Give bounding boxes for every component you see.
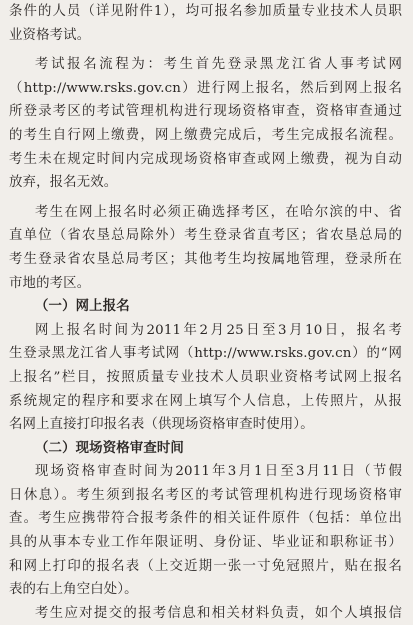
text-line: 的考生自行网上缴费，网上缴费完成后，考生完成报名流程。 <box>9 127 402 143</box>
text-line: 上报名”栏目，按照质量专业技术人员职业资格考试网上报名 <box>9 369 402 385</box>
text-line: （http://www.rsks.gov.cn）进行网上报名，然后到网上报名 <box>9 80 402 96</box>
text-line: 所登录考区的考试管理机构进行现场资格审查，资格审查通过 <box>9 104 402 120</box>
text-line: 市地的考区。 <box>9 275 91 291</box>
text-line: 考生登录省农垦总局考区；其他考生均按属地管理，登录所在 <box>9 251 402 267</box>
text-line: 现场资格审查时间为2011年3月1日至3月11日（节假 <box>35 464 402 480</box>
text-line: 直单位（省农垦总局除外）考生登录省直考区；省农垦总局的 <box>9 228 402 244</box>
text-line: 日休息）。考生须到报名考区的考试管理机构进行现场资格审 <box>9 487 402 503</box>
text-line: 和网上打印的报名表（上交近期一张一寸免冠照片，贴在报名 <box>9 558 402 574</box>
text-line: 放弃，报名无效。 <box>9 175 118 191</box>
text-line: 名网上直接打印报名表（供现场资格审查时使用）。 <box>9 417 314 433</box>
section-heading: （二）现场资格审查时间 <box>35 439 184 456</box>
text-line: 系统规定的程序和要求在网上填写个人信息，上传照片，从报 <box>9 393 402 409</box>
section-heading: （一）网上报名 <box>35 298 130 315</box>
text-line: 考试报名流程为：考生首先登录黑龙江省人事考试网 <box>35 57 402 73</box>
text-line: 条件的人员（详见附件1），均可报名参加质量专业技术人员职 <box>9 4 402 19</box>
text-line: 网上报名时间为2011年2月25日至3月10日，报名考 <box>35 322 402 338</box>
text-line: 查。考生应携带符合报考条件的相关证件原件（包括：单位出 <box>9 511 402 527</box>
text-line: 具的从事本专业工作年限证明、身份证、毕业证和职称证书） <box>9 535 402 551</box>
text-line: 考生在网上报名时必须正确选择考区，在哈尔滨的中、省 <box>35 204 402 220</box>
text-line: 表的右上角空白处）。 <box>9 582 138 598</box>
text-line: 生登录黑龙江省人事考试网（http://www.rsks.gov.cn）的“网 <box>9 346 402 362</box>
text-line: 业资格考试。 <box>9 27 91 43</box>
text-line: 考生未在规定时间内完成现场资格审查或网上缴费，视为自动 <box>9 151 402 167</box>
text-line: 考生应对提交的报考信息和相关材料负责，如个人填报信 <box>35 605 402 621</box>
